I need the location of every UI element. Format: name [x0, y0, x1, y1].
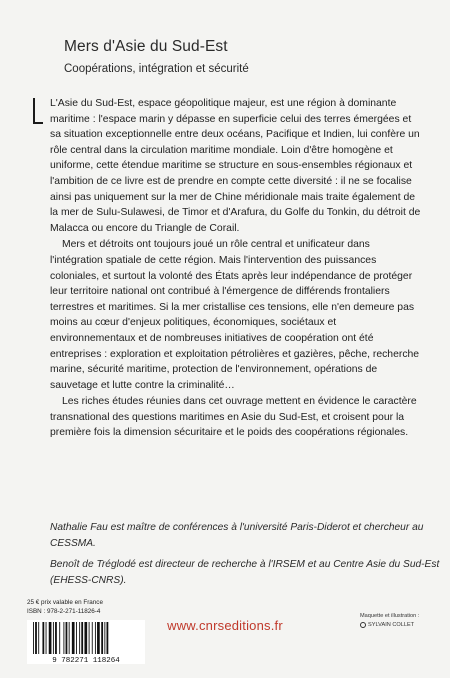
- publisher-website-link[interactable]: www.cnrseditions.fr: [167, 618, 283, 633]
- author-bio-1: Nathalie Fau est maître de conférences à l'université Paris-Diderot et chercheur au CESSMA.: [50, 522, 424, 549]
- author-bio-2: Benoît de Tréglodé est directeur de recherche à l'IRSEM et au Centre Asie du Sud-Est (EHESS-CNRS).: [50, 559, 440, 586]
- design-credits: [360, 612, 446, 629]
- book-title: Mers d'Asie du Sud-Est: [64, 38, 228, 55]
- price-label: 25 € prix valable en France: [27, 599, 103, 606]
- credits-line: Maquette et illustration :: [360, 613, 420, 619]
- barcode-number: 9 782271 118264: [52, 657, 120, 664]
- blurb-paragraph-1: L'Asie du Sud-Est, espace géopolitique majeur, est une région à dominante maritime : l'espace marin y dépasse en superficie celui des terres émergées et sa situation exceptionnelle entre deux océans, Pacifique et Indien, lui confère un rôle central dans la circulation maritime mondiale. Loin d'être homogène et uniforme, cette étendue maritime se structure en sous-ensembles régionaux et l'ambition de ce livre est de prendre en compte cette diversité : il ne se focalise ainsi pas uniquement sur la mer de Chine méridionale mais traite également de la mer de Sulu-Sulawesi, de Timor et d'Arafura, du Golfe du Tonkin, du détroit de Malacca ou encore du Triangle de Corail.: [50, 98, 421, 234]
- isbn-label: ISBN : 978-2-271-11826-4: [27, 608, 101, 615]
- author-bios: [50, 520, 440, 588]
- blurb-paragraph-3: Les riches études réunies dans cet ouvrage mettent en évidence le caractère transnational des questions maritimes en Asie du Sud-Est, et croisent pour la première fois la dimension sécuritaire et le poids des coopérations régionales.: [50, 396, 417, 439]
- designer-logo: [360, 621, 446, 629]
- corner-bracket-ornament: [33, 98, 43, 124]
- price-info: [27, 598, 103, 616]
- blurb-paragraph-2: Mers et détroits ont toujours joué un rôle central et unificateur dans l'intégration spatiale de cette région. Mais l'intervention des puissances coloniales, et surtout la volonté des États après leur indépendance de protéger leur territoire national ont contribué à l'émergence de différends frontaliers terrestres et maritimes. Si la mer cristallise ces tensions, elle n'en demeure pas moins au cœur d'enjeux politiques, économiques, sociétaux et environnementaux et de nombreuses initiatives de coopération ont été entreprises : exploration et exploitation pétrolières et gazières, pêche, recherche marine, sécurité maritime, protection de l'environnement, opérations de sauvetage et lutte contre la criminalité…: [50, 239, 420, 391]
- book-subtitle: Coopérations, intégration et sécurité: [64, 63, 249, 75]
- designer-name: SYLVAIN COLLET: [368, 622, 415, 628]
- designer-logo-icon: [360, 622, 366, 628]
- back-cover-blurb: [50, 96, 422, 441]
